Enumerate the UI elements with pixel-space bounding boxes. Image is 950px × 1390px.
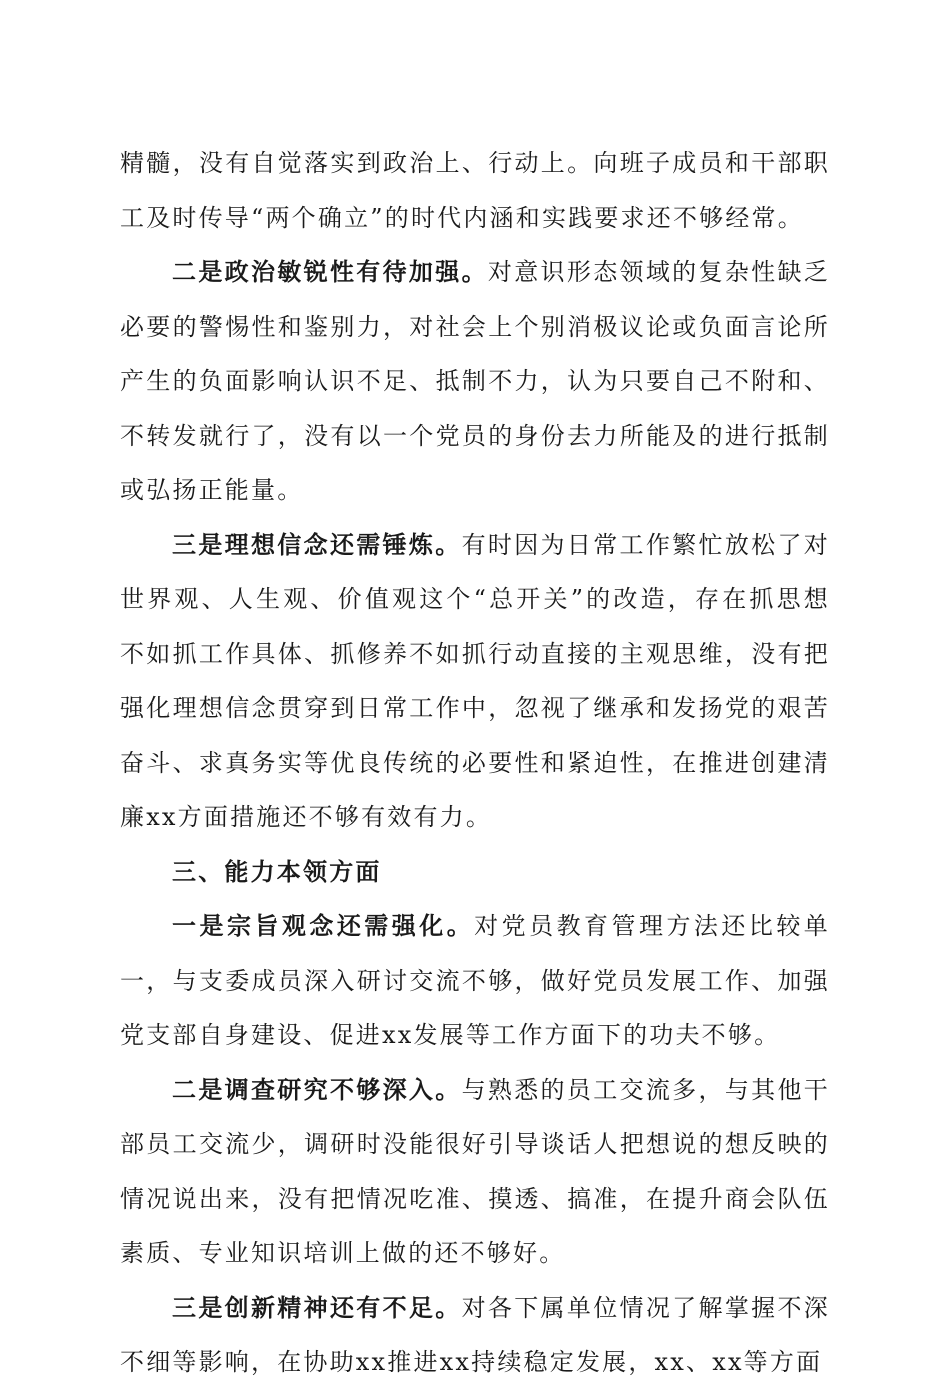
paragraph-body: 与熟悉的员工交流多，与其他干部员工交流少，调研时没能很好引导谈话人把想说的想反映的情况说出来，没有把情况吃准、摸透、搞准，在提升商会队伍素质、专业知识培训上做的还不够好。: [120, 1075, 830, 1267]
paragraph-lead: 三是创新精神还有不足。: [172, 1292, 462, 1322]
paragraph-lead: 二是调查研究不够深入。: [172, 1074, 462, 1104]
continuation-paragraph: [120, 136, 830, 245]
paragraph-body: 对意识形态领域的复杂性缺乏必要的警惕性和鉴别力，对社会上个别消极议论或负面言论所产生的负面影响认识不足、抵制不力，认为只要自己不附和、不转发就行了，没有以一个党员的身份去力所能及的进行抵制或弘扬正能量。: [120, 258, 830, 504]
paragraph-lead: 三是理想信念还需锤炼。: [172, 529, 462, 559]
paragraph-body: 有时因为日常工作繁忙放松了对世界观、人生观、价值观这个“总开关”的改造，存在抓思想不如抓工作具体、抓修养不如抓行动直接的主观思维，没有把强化理想信念贯穿到日常工作中，忽视了继承和发扬党的艰苦奋斗、求真务实等优良传统的必要性和紧迫性，在推进创建清廉xx方面措施还不够有效有力。: [120, 530, 830, 831]
continuation-text: 精髓，没有自觉落实到政治上、行动上。向班子成员和干部职工及时传导“两个确立”的时代内涵和实践要求还不够经常。: [120, 149, 830, 232]
paragraph-ideals-beliefs: [120, 518, 830, 845]
document-body: [120, 136, 830, 1390]
paragraph-investigation-research: [120, 1063, 830, 1281]
paragraph-body: 对各下属单位情况了解掌握不深不细等影响，在协助xx推进xx持续稳定发展，xx、xx等方面: [120, 1293, 830, 1376]
paragraph-political-sensitivity: [120, 245, 830, 518]
paragraph-body: 对党员教育管理方法还比较单一，与支委成员深入研讨交流不够，做好党员发展工作、加强党支部自身建设、促进xx发展等工作方面下的功夫不够。: [120, 912, 830, 1049]
paragraph-lead: 一是宗旨观念还需强化。: [172, 911, 475, 940]
paragraph-purpose-concept: [120, 899, 830, 1063]
paragraph-lead: 二是政治敏锐性有待加强。: [172, 257, 488, 286]
section-heading: 三、能力本领方面: [172, 857, 382, 886]
paragraph-innovation-spirit: [120, 1281, 830, 1390]
